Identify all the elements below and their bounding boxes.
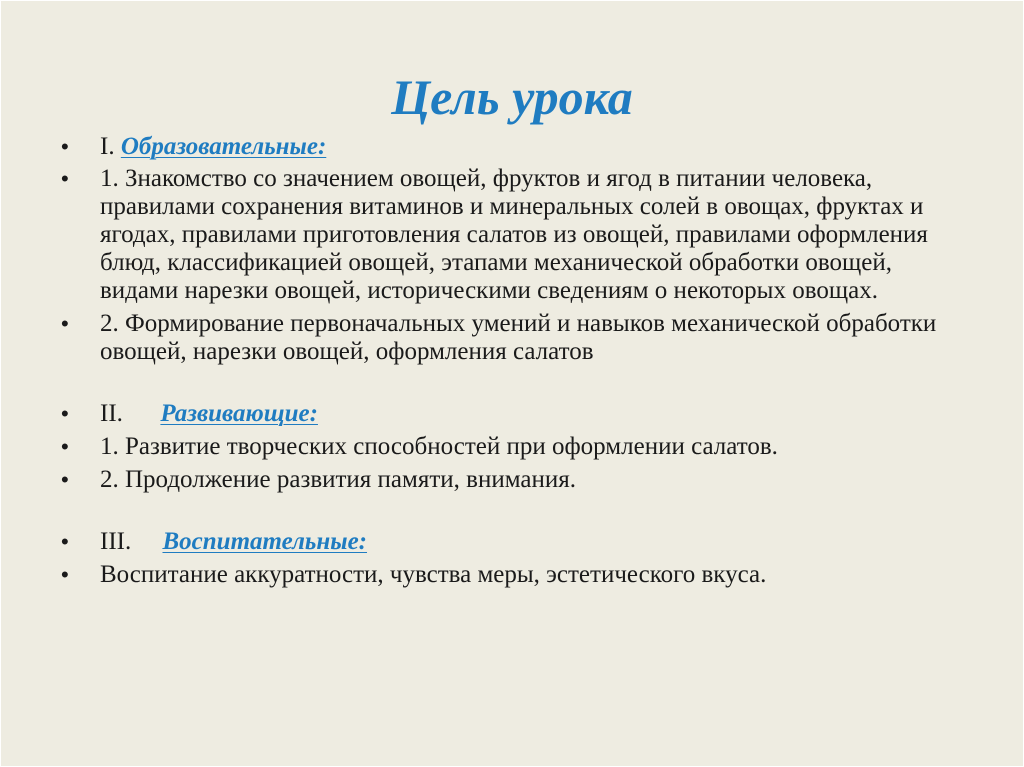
bullet-icon: • (61, 134, 69, 159)
list-item (61, 433, 961, 461)
list-item (61, 165, 961, 305)
bullet-icon: • (61, 467, 69, 492)
list-item-text: 2. Продолжение развития памяти, внимания. (100, 466, 576, 493)
bullet-icon: • (61, 434, 69, 459)
list-item-text: 1. Знакомство со значением овощей, фруктов и ягод в питании человека, правилами сохранения витаминов и минеральных солей в овощах, фруктах и ягодах, правилами приготовления салатов из овощей, правилами оформления блюд, классификацией овощей, этапами механической обработки овощей, видами нарезки овощей, историческими сведениям о некоторых овощах. (100, 165, 928, 304)
section-label: Воспитательные: (162, 528, 368, 555)
list-item-text: 1. Развитие творческих способностей при оформлении салатов. (100, 433, 778, 460)
bullet-icon: • (61, 166, 69, 191)
section-number: III. (100, 528, 163, 555)
section-label: Развивающие: (160, 400, 318, 427)
bullet-icon: • (61, 401, 69, 426)
goals-list (61, 133, 961, 589)
section-number: II. (100, 400, 161, 427)
list-item-text: Воспитание аккуратности, чувства меры, эстетического вкуса. (100, 561, 767, 588)
slide (1, 1, 1023, 766)
list-item (61, 466, 961, 494)
slide-title: Цель урока (391, 69, 633, 125)
bullet-icon: • (61, 311, 69, 336)
section-heading-developing (61, 400, 961, 428)
list-item-text: 2. Формирование первоначальных умений и навыков механической обработки овощей, нарезки овощей, оформления салатов (100, 310, 937, 365)
section-heading-educational (61, 133, 961, 161)
list-item (61, 310, 961, 366)
list-item (61, 561, 961, 589)
section-number: I. (100, 133, 121, 160)
bullet-icon: • (61, 529, 69, 554)
section-heading-upbringing (61, 528, 961, 556)
section-label: Образовательные: (120, 133, 327, 160)
bullet-icon: • (61, 562, 69, 587)
